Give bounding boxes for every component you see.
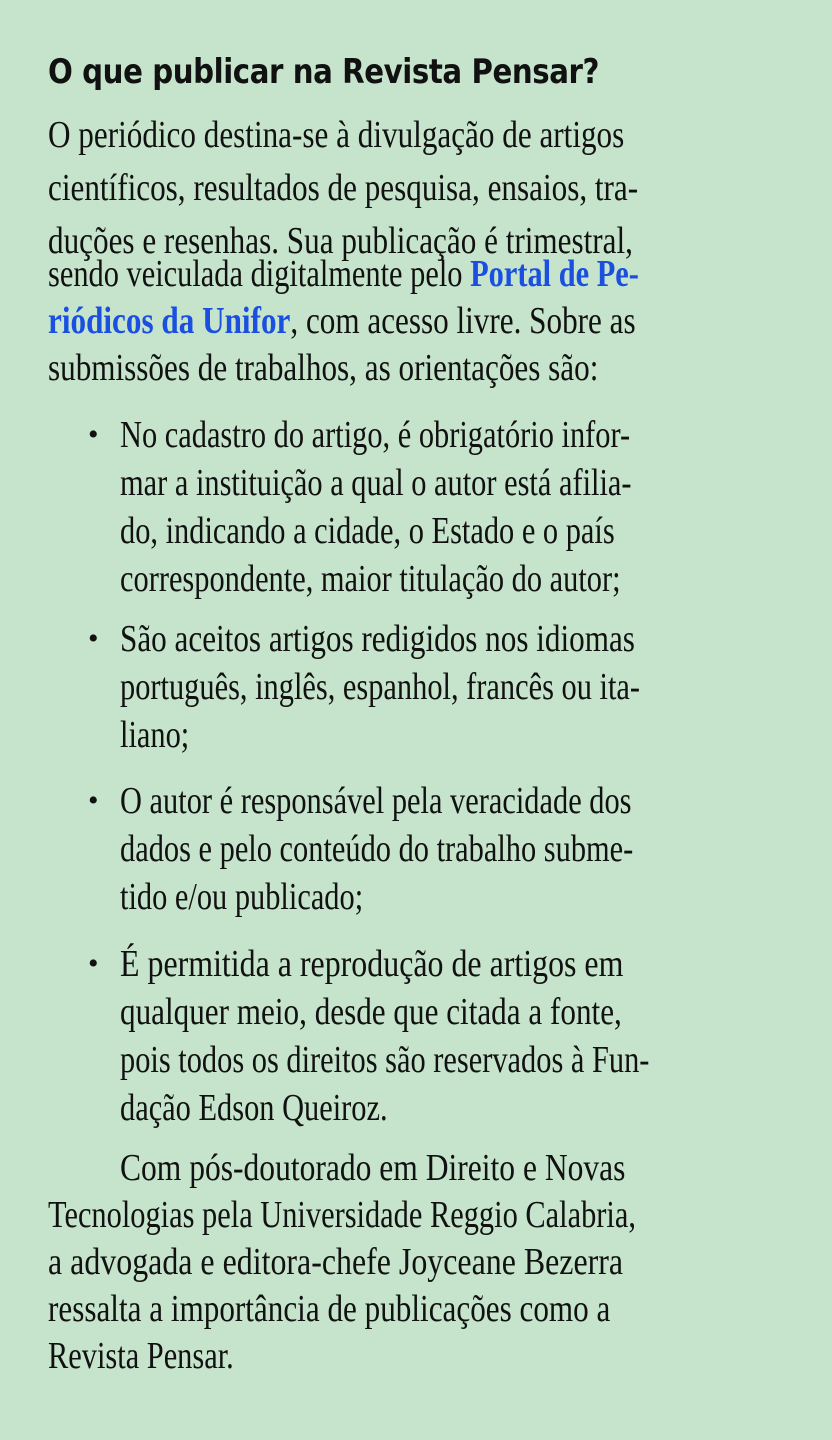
intro-line-5 xyxy=(48,299,636,343)
guideline-1-line-4: correspondente, maior titulação do autor; xyxy=(120,558,621,600)
intro-line-2: científicos, resultados de pesquisa, ensaios, tra- xyxy=(48,167,639,209)
guideline-3-line-1: O autor é responsável pela veracidade dos xyxy=(120,780,632,822)
article-heading: O que publicar na Revista Pensar? xyxy=(48,52,600,92)
guideline-4-line-2: qualquer meio, desde que citada a fonte, xyxy=(120,991,622,1033)
bullet-icon: • xyxy=(88,947,99,980)
closing-line-3: a advogada e editora-chefe Joyceane Bezerra xyxy=(48,1241,624,1283)
guideline-4-line-3: pois todos os direitos são reservados à Fun- xyxy=(120,1039,650,1081)
guideline-2-line-3: liano; xyxy=(120,714,190,756)
portal-link-part-1[interactable]: Portal de Pe- xyxy=(470,253,639,295)
intro-line-5-text: , com acesso livre. Sobre as xyxy=(290,300,636,342)
intro-line-4 xyxy=(48,252,639,296)
guideline-2-line-2: português, inglês, espanhol, francês ou ita- xyxy=(120,666,641,708)
guideline-2-line-1: São aceitos artigos redigidos nos idiomas xyxy=(120,618,635,660)
closing-line-4: ressalta a importância de publicações como a xyxy=(48,1288,611,1330)
guideline-1-line-3: do, indicando a cidade, o Estado e o país xyxy=(120,510,615,552)
bullet-icon: • xyxy=(88,622,99,655)
intro-line-1: O periódico destina-se à divulgação de artigos xyxy=(48,114,625,156)
guideline-4-line-4: dação Edson Queiroz. xyxy=(120,1087,388,1129)
intro-line-3: duções e resenhas. Sua publicação é trimestral, xyxy=(48,220,633,262)
closing-line-5: Revista Pensar. xyxy=(48,1335,234,1377)
guideline-1-line-1: No cadastro do artigo, é obrigatório infor- xyxy=(120,414,631,456)
closing-line-1: Com pós-doutorado em Direito e Novas xyxy=(120,1147,626,1189)
bullet-icon: • xyxy=(88,418,99,451)
intro-line-6: submissões de trabalhos, as orientações são: xyxy=(48,347,599,389)
intro-line-4-text: sendo veiculada digitalmente pelo xyxy=(48,253,471,295)
guideline-1-line-2: mar a instituição a qual o autor está afilia- xyxy=(120,462,632,504)
portal-link-part-2[interactable]: riódicos da Unifor xyxy=(48,300,291,342)
guideline-3-line-3: tido e/ou publicado; xyxy=(120,876,364,918)
guideline-4-line-1: É permitida a reprodução de artigos em xyxy=(120,943,624,985)
bullet-icon: • xyxy=(88,784,99,817)
guideline-3-line-2: dados e pelo conteúdo do trabalho subme- xyxy=(120,828,634,870)
closing-line-2: Tecnologias pela Universidade Reggio Calabria, xyxy=(48,1194,636,1236)
